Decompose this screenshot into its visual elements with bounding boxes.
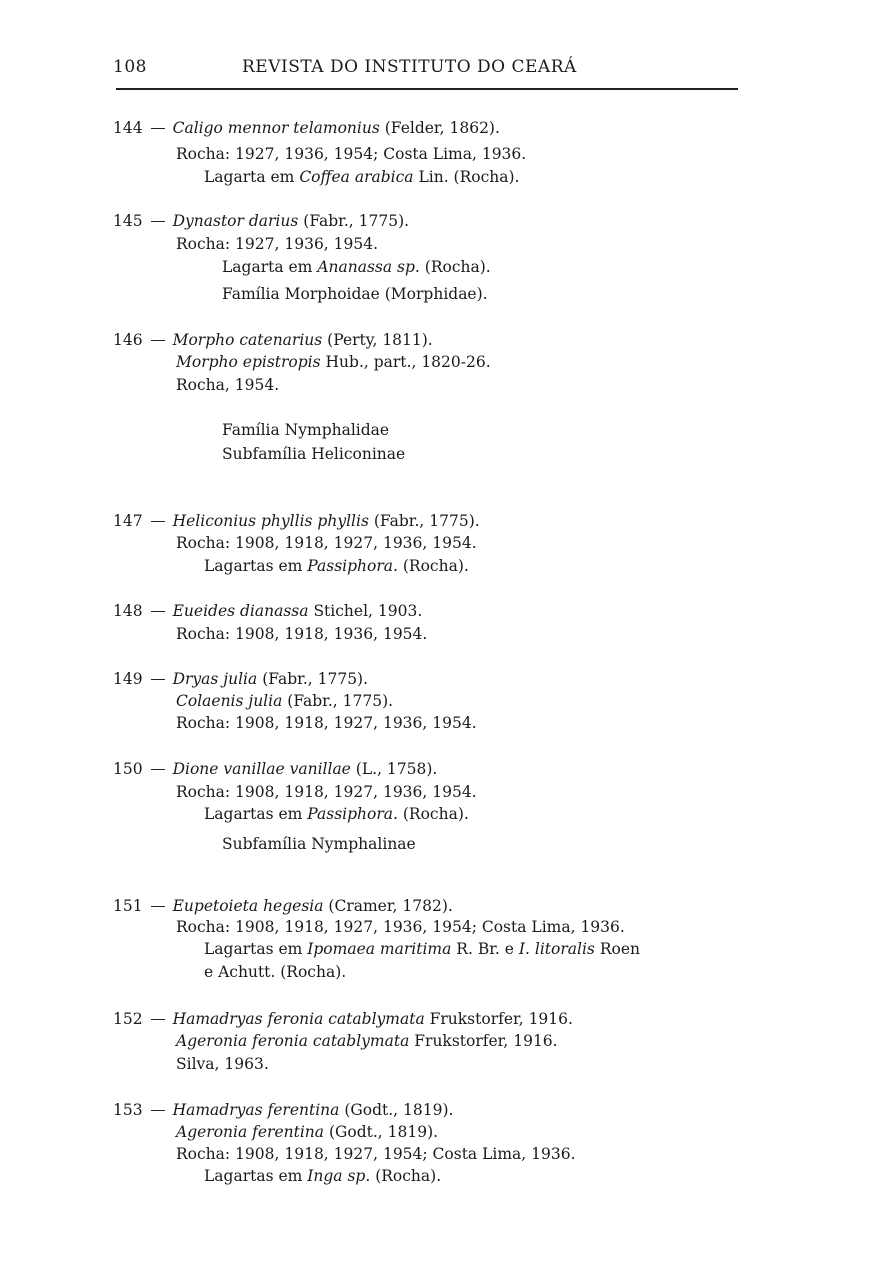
synonym-author: Hub., part., 1820-26. xyxy=(325,353,491,371)
note-suffix: (Rocha). xyxy=(402,557,469,575)
species-name: Eupetoieta hegesia xyxy=(172,897,324,915)
note-prefix: Lagartas em xyxy=(204,1167,303,1185)
entry-144-note xyxy=(204,170,519,186)
species-author: (Perty, 1811). xyxy=(327,331,433,349)
species-author: (Fabr., 1775). xyxy=(373,512,480,530)
entry-number: 152 xyxy=(113,1010,143,1028)
entry-150-title xyxy=(113,762,437,778)
page-number: 108 xyxy=(113,57,147,77)
entry-153-synonym xyxy=(176,1125,438,1141)
entry-151-note xyxy=(204,942,640,958)
species-author: (Fabr., 1775). xyxy=(262,670,369,688)
entry-number: 145 xyxy=(113,212,143,230)
subfamily-heading-nymphalinae: Subfamília Nymphalinae xyxy=(222,835,416,853)
species-author: (Cramer, 1782). xyxy=(328,897,453,915)
family-heading-morphoidae: Família Morphoidae (Morphidae). xyxy=(222,285,488,303)
entry-152-synonym xyxy=(176,1034,558,1050)
dash-divider xyxy=(151,128,165,129)
note-host: Ananassa sp. xyxy=(317,258,420,276)
family-heading-nymphalidae: Família Nymphalidae xyxy=(222,421,390,439)
note-suffix: (Rocha). xyxy=(402,805,469,823)
entry-149-title xyxy=(113,672,368,688)
entry-number: 148 xyxy=(113,602,143,620)
entry-150-refs: Rocha: 1908, 1918, 1927, 1936, 1954. xyxy=(176,783,477,801)
species-author: (L., 1758). xyxy=(355,760,438,778)
note-suffix: (Rocha). xyxy=(375,1167,442,1185)
entry-number: 150 xyxy=(113,760,143,778)
entry-150-note xyxy=(204,807,469,823)
dash-divider xyxy=(151,1019,165,1020)
dash-divider xyxy=(151,1110,165,1111)
species-name: Heliconius phyllis phyllis xyxy=(172,512,369,530)
entry-number: 149 xyxy=(113,670,143,688)
note-suffix: Roen xyxy=(599,940,640,958)
entry-146-synonym xyxy=(176,355,491,371)
note-prefix: Lagarta em xyxy=(204,168,295,186)
species-name: Eueides dianassa xyxy=(172,602,309,620)
dash-divider xyxy=(151,221,165,222)
note-suffix: (Rocha). xyxy=(424,258,491,276)
entry-146-title xyxy=(113,333,433,349)
note-mid: R. Br. e xyxy=(456,940,514,958)
species-author: Stichel, 1903. xyxy=(313,602,423,620)
entry-148-refs: Rocha: 1908, 1918, 1936, 1954. xyxy=(176,625,428,643)
species-author: (Godt., 1819). xyxy=(344,1101,454,1119)
note-host: Inga sp. xyxy=(307,1167,371,1185)
synonym-name: Morpho epistropis xyxy=(176,353,321,371)
dash-divider xyxy=(151,340,165,341)
dash-divider xyxy=(151,611,165,612)
synonym-name: Ageronia feronia catablymata xyxy=(176,1032,410,1050)
species-name: Dynastor darius xyxy=(172,212,299,230)
note-prefix: Lagartas em xyxy=(204,557,303,575)
species-name: Hamadryas feronia catablymata xyxy=(172,1010,425,1028)
synonym-author: (Godt., 1819). xyxy=(328,1123,439,1141)
entry-148-title xyxy=(113,604,422,620)
note-prefix: Lagartas em xyxy=(204,940,303,958)
entry-152-refs: Silva, 1963. xyxy=(176,1055,269,1073)
entry-144-refs: Rocha: 1927, 1936, 1954; Costa Lima, 1936. xyxy=(176,145,527,163)
species-author: (Fabr., 1775). xyxy=(303,212,410,230)
note-host: Ipomaea maritima xyxy=(307,940,452,958)
subfamily-heading-heliconinae: Subfamília Heliconinae xyxy=(222,445,406,463)
entry-147-note xyxy=(204,559,469,575)
note-host: Passiphora. xyxy=(307,557,398,575)
entry-149-synonym xyxy=(176,694,393,710)
entry-152-title xyxy=(113,1012,573,1028)
entry-146-refs: Rocha, 1954. xyxy=(176,376,280,394)
entry-number: 144 xyxy=(113,119,143,137)
dash-divider xyxy=(151,769,165,770)
entry-147-title xyxy=(113,514,480,530)
entry-151-title xyxy=(113,899,453,915)
species-name: Dryas julia xyxy=(172,670,258,688)
header-rule xyxy=(116,88,738,90)
entry-147-refs: Rocha: 1908, 1918, 1927, 1936, 1954. xyxy=(176,534,477,552)
entry-145-refs: Rocha: 1927, 1936, 1954. xyxy=(176,235,379,253)
entry-151-refs: Rocha: 1908, 1918, 1927, 1936, 1954; Costa Lima, 1936. xyxy=(176,918,625,936)
entry-145-title xyxy=(113,214,409,230)
entry-number: 146 xyxy=(113,331,143,349)
entry-144-title xyxy=(113,121,500,137)
note-prefix: Lagartas em xyxy=(204,805,303,823)
note-host-2: I. litoralis xyxy=(518,940,595,958)
synonym-name: Colaenis julia xyxy=(176,692,283,710)
species-author: (Felder, 1862). xyxy=(384,119,500,137)
synonym-author: (Fabr., 1775). xyxy=(287,692,394,710)
note-suffix: Lin. (Rocha). xyxy=(418,168,520,186)
entry-153-title xyxy=(113,1103,453,1119)
dash-divider xyxy=(151,906,165,907)
species-name: Morpho catenarius xyxy=(172,331,323,349)
entry-number: 153 xyxy=(113,1101,143,1119)
entry-149-refs: Rocha: 1908, 1918, 1927, 1936, 1954. xyxy=(176,714,477,732)
note-host: Passiphora. xyxy=(307,805,398,823)
entry-151-note-cont: e Achutt. (Rocha). xyxy=(204,963,347,981)
entry-153-note xyxy=(204,1169,441,1185)
entry-number: 147 xyxy=(113,512,143,530)
journal-title: REVISTA DO INSTITUTO DO CEARÁ xyxy=(242,57,577,77)
species-name: Hamadryas ferentina xyxy=(172,1101,340,1119)
species-name: Dione vanillae vanillae xyxy=(172,760,351,778)
note-prefix: Lagarta em xyxy=(222,258,313,276)
entry-153-refs: Rocha: 1908, 1918, 1927, 1954; Costa Lima, 1936. xyxy=(176,1145,576,1163)
synonym-name: Ageronia ferentina xyxy=(176,1123,325,1141)
species-name: Caligo mennor telamonius xyxy=(172,119,380,137)
note-host: Coffea arabica xyxy=(299,168,414,186)
synonym-author: Frukstorfer, 1916. xyxy=(414,1032,558,1050)
species-author: Frukstorfer, 1916. xyxy=(429,1010,573,1028)
dash-divider xyxy=(151,521,165,522)
dash-divider xyxy=(151,679,165,680)
entry-145-note xyxy=(222,260,491,276)
entry-number: 151 xyxy=(113,897,143,915)
